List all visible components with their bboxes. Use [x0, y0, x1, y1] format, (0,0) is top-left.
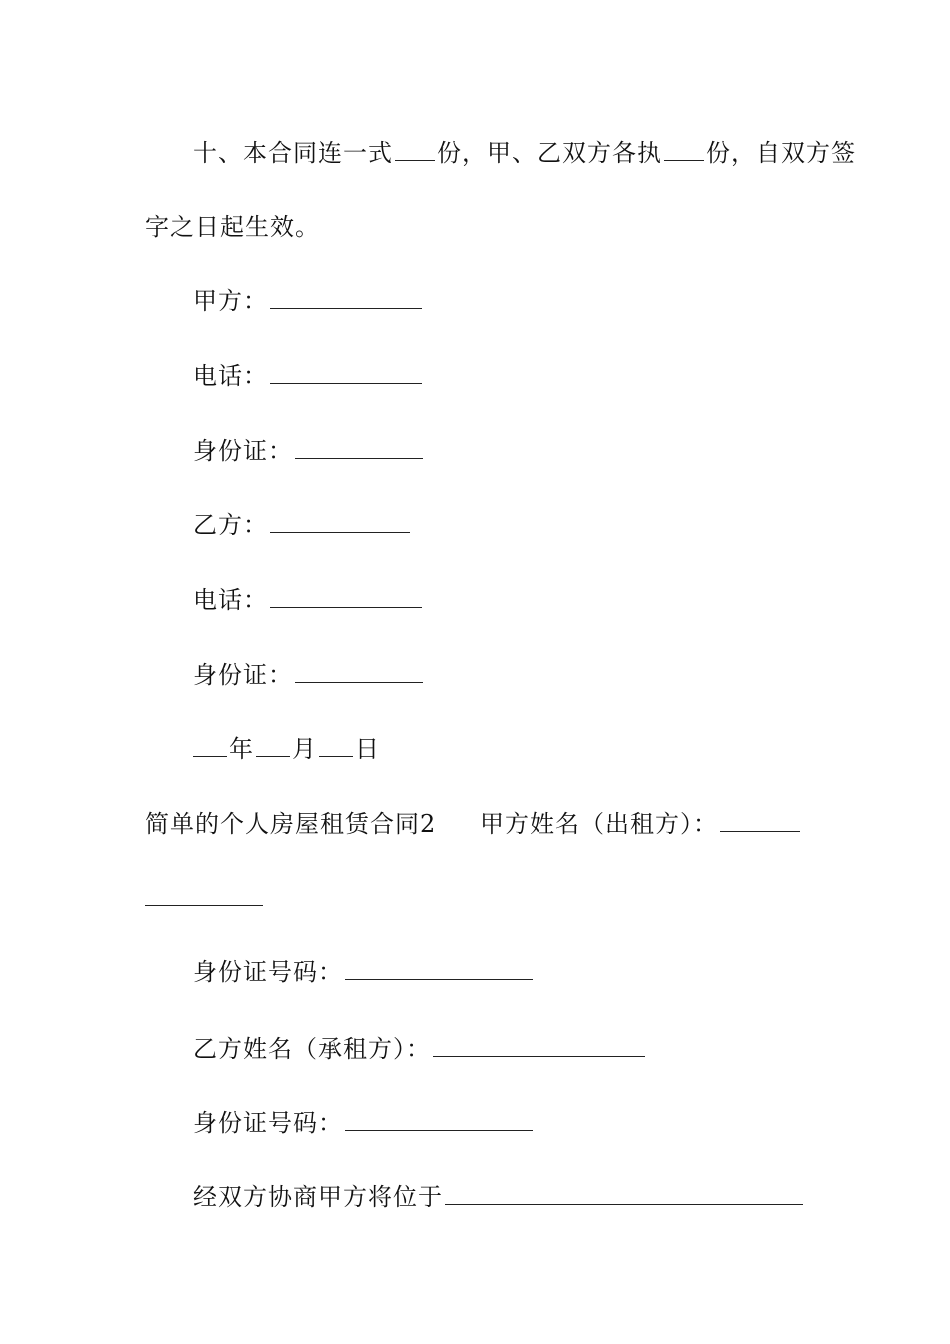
lessor-blank-a	[720, 809, 800, 832]
phone-b-line	[193, 585, 424, 615]
clause-10-text-d: 字之日起生效。	[145, 213, 320, 241]
lessor-id-line	[193, 957, 535, 987]
clause-10-line-2	[145, 212, 320, 242]
phone-b-blank	[270, 585, 422, 608]
clause-10-text-b: 份，甲、乙双方各执	[437, 139, 662, 167]
id-b-line	[193, 660, 425, 690]
date-line	[193, 734, 380, 764]
copies-each-blank	[664, 138, 704, 161]
party-b-blank	[270, 510, 410, 533]
lessee-label: 乙方姓名（承租方）：	[193, 1035, 431, 1063]
lessor-line	[480, 809, 802, 839]
lessee-blank	[433, 1034, 645, 1057]
id-a-blank	[295, 436, 423, 459]
party-a-label: 甲方：	[193, 287, 268, 315]
clause-10-text-c: 份，自双方签	[706, 139, 856, 167]
id-b-label: 身份证：	[193, 661, 293, 689]
year-label: 年	[229, 735, 254, 763]
lessor-blank-b	[145, 883, 263, 906]
lessee-id-blank	[345, 1108, 533, 1131]
day-label: 日	[355, 735, 380, 763]
id-a-line	[193, 436, 425, 466]
lessor-continuation-line	[145, 883, 265, 913]
party-a-blank	[270, 286, 422, 309]
clause-10-line-1	[193, 138, 856, 168]
lessor-label: 甲方姓名（出租方）：	[480, 810, 718, 838]
month-label: 月	[292, 735, 317, 763]
lessee-id-label: 身份证号码：	[193, 1109, 343, 1137]
party-b-label: 乙方：	[193, 511, 268, 539]
contract-2-title: 简单的个人房屋租赁合同2	[145, 810, 437, 838]
lessee-id-line	[193, 1108, 535, 1138]
month-blank	[256, 734, 290, 757]
contract-2-title-line	[145, 809, 436, 839]
id-b-blank	[295, 660, 423, 683]
party-a-line	[193, 286, 424, 316]
clause-10-text-a: 十、本合同连一式	[193, 139, 393, 167]
year-blank	[193, 734, 227, 757]
lessee-line	[193, 1034, 647, 1064]
property-intro: 经双方协商甲方将位于	[193, 1183, 443, 1211]
property-address-blank	[445, 1182, 803, 1205]
phone-a-blank	[270, 361, 422, 384]
day-blank	[319, 734, 353, 757]
party-b-line	[193, 510, 412, 540]
id-a-label: 身份证：	[193, 437, 293, 465]
lessor-id-blank	[345, 957, 533, 980]
phone-a-line	[193, 361, 424, 391]
phone-a-label: 电话：	[193, 362, 268, 390]
lessor-id-label: 身份证号码：	[193, 958, 343, 986]
property-line	[193, 1182, 805, 1212]
copies-total-blank	[395, 138, 435, 161]
phone-b-label: 电话：	[193, 586, 268, 614]
